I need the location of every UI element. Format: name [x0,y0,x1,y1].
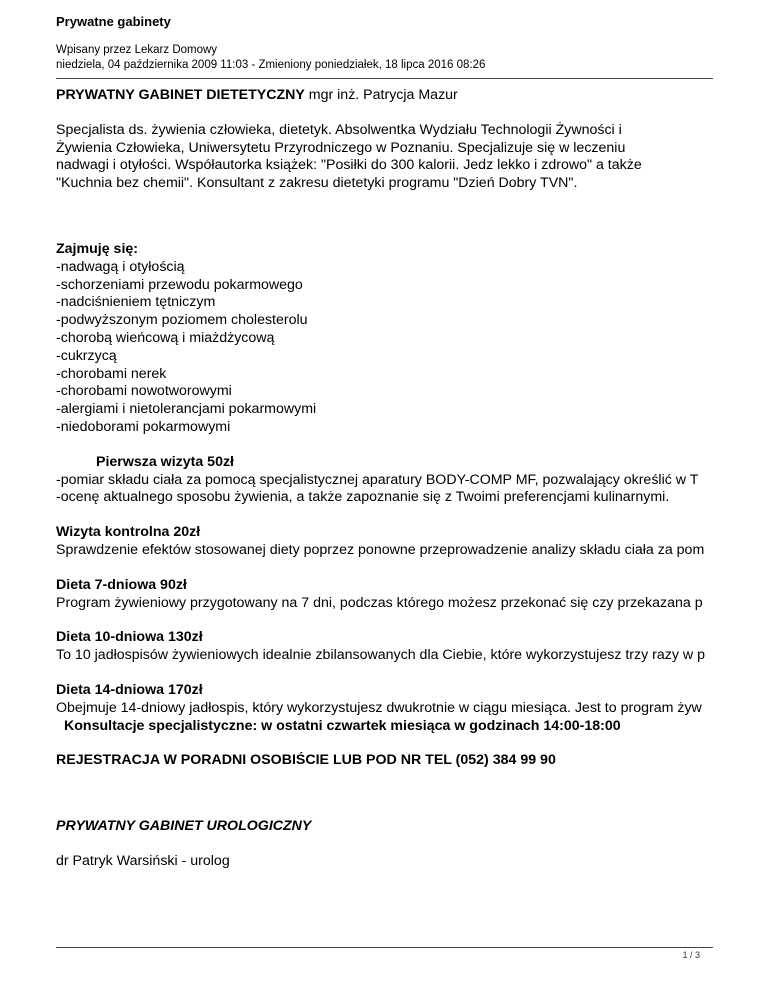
first-visit-title: Pierwsza wizyta 50zł [96,453,235,470]
service-item: -nadwagą i otyłością [56,258,185,275]
first-visit-line: -ocenę aktualnego sposobu żywienia, a także zapoznanie się z Twoimi preferencjami kulinarnymi. [56,489,670,506]
diet-doctor-name: mgr inż. Patrycja Mazur [308,87,458,103]
intro-line: "Kuchnia bez chemii". Konsultant z zakresu dietetyki programu "Dzień Dobry TVN". [56,175,578,192]
service-item: -schorzeniami przewodu pokarmowego [56,276,303,293]
date-line: niedziela, 04 października 2009 11:03 - Zmieniony poniedziałek, 18 lipca 2016 08:26 [56,59,486,71]
control-visit-text: Sprawdzenie efektów stosowanej diety poprzez ponowne przeprowadzenie analizy składu ciała za pom [56,541,705,558]
control-visit-title: Wizyta kontrolna 20zł [56,524,201,541]
diet7-text: Program żywieniowy przygotowany na 7 dni, podczas którego możesz przekonać się czy przekazana p [56,594,703,611]
footer-divider [56,947,713,948]
page-number: 1 / 3 [682,950,700,960]
diet10-text: To 10 jadłospisów żywieniowych idealnie zbilansowanych dla Ciebie, które wykorzystujesz trzy razy w p [56,647,705,664]
urology-clinic-heading: PRYWATNY GABINET UROLOGICZNY [56,818,312,835]
article-body [56,87,768,871]
diet-heading-line [56,87,768,105]
service-item: -cukrzycą [56,347,117,364]
diet14-title: Dieta 14-dniowa 170zł [56,681,203,698]
diet-clinic-heading: PRYWATNY GABINET DIETETYCZNY [56,87,305,103]
intro-line: Specjalista ds. żywienia człowieka, dietetyk. Absolwentka Wydziału Technologii Żywności i [56,121,622,138]
services-heading: Zajmuję się: [56,240,139,257]
service-item: -alergiami i nietolerancjami pokarmowymi [56,401,317,418]
service-item: -chorobą wieńcową i miażdżycową [56,329,275,346]
service-item: -nadciśnieniem tętniczym [56,294,216,311]
service-item: -chorobami nerek [56,365,167,382]
header-divider [56,78,713,79]
service-item: -chorobami nowotworowymi [56,383,232,400]
registration-info: REJESTRACJA W PORADNI OSOBIŚCIE LUB POD NR TEL (052) 384 99 90 [56,752,556,769]
intro-line: nadwagi i otyłości. Współautorka książek: "Posiłki do 300 kalorii. Jedz lekko i zdrowo" a także [56,157,642,174]
consultation-hours: Konsultacje specjalistyczne: w ostatni czwartek miesiąca w godzinach 14:00-18:00 [64,717,621,734]
diet7-title: Dieta 7-dniowa 90zł [56,576,187,593]
diet14-text: Obejmuje 14-dniowy jadłospis, który wykorzystujesz dwukrotnie w ciągu miesiąca. Jest to program żyw [56,699,702,716]
first-visit-line: -pomiar składu ciała za pomocą specjalistycznej aparatury BODY-COMP MF, pozwalający określić w T [56,471,699,488]
service-item: -niedoborami pokarmowymi [56,418,231,435]
document-title: Prywatne gabinety [56,14,171,29]
intro-line: Żywienia Człowieka, Uniwersytetu Przyrodniczego w Poznaniu. Specjalizuje się w leczeniu [56,139,626,156]
author-line: Wpisany przez Lekarz Domowy [56,44,218,56]
urology-doctor-name: dr Patryk Warsiński - urolog [56,852,230,869]
service-item: -podwyższonym poziomem cholesterolu [56,312,308,329]
diet10-title: Dieta 10-dniowa 130zł [56,629,203,646]
